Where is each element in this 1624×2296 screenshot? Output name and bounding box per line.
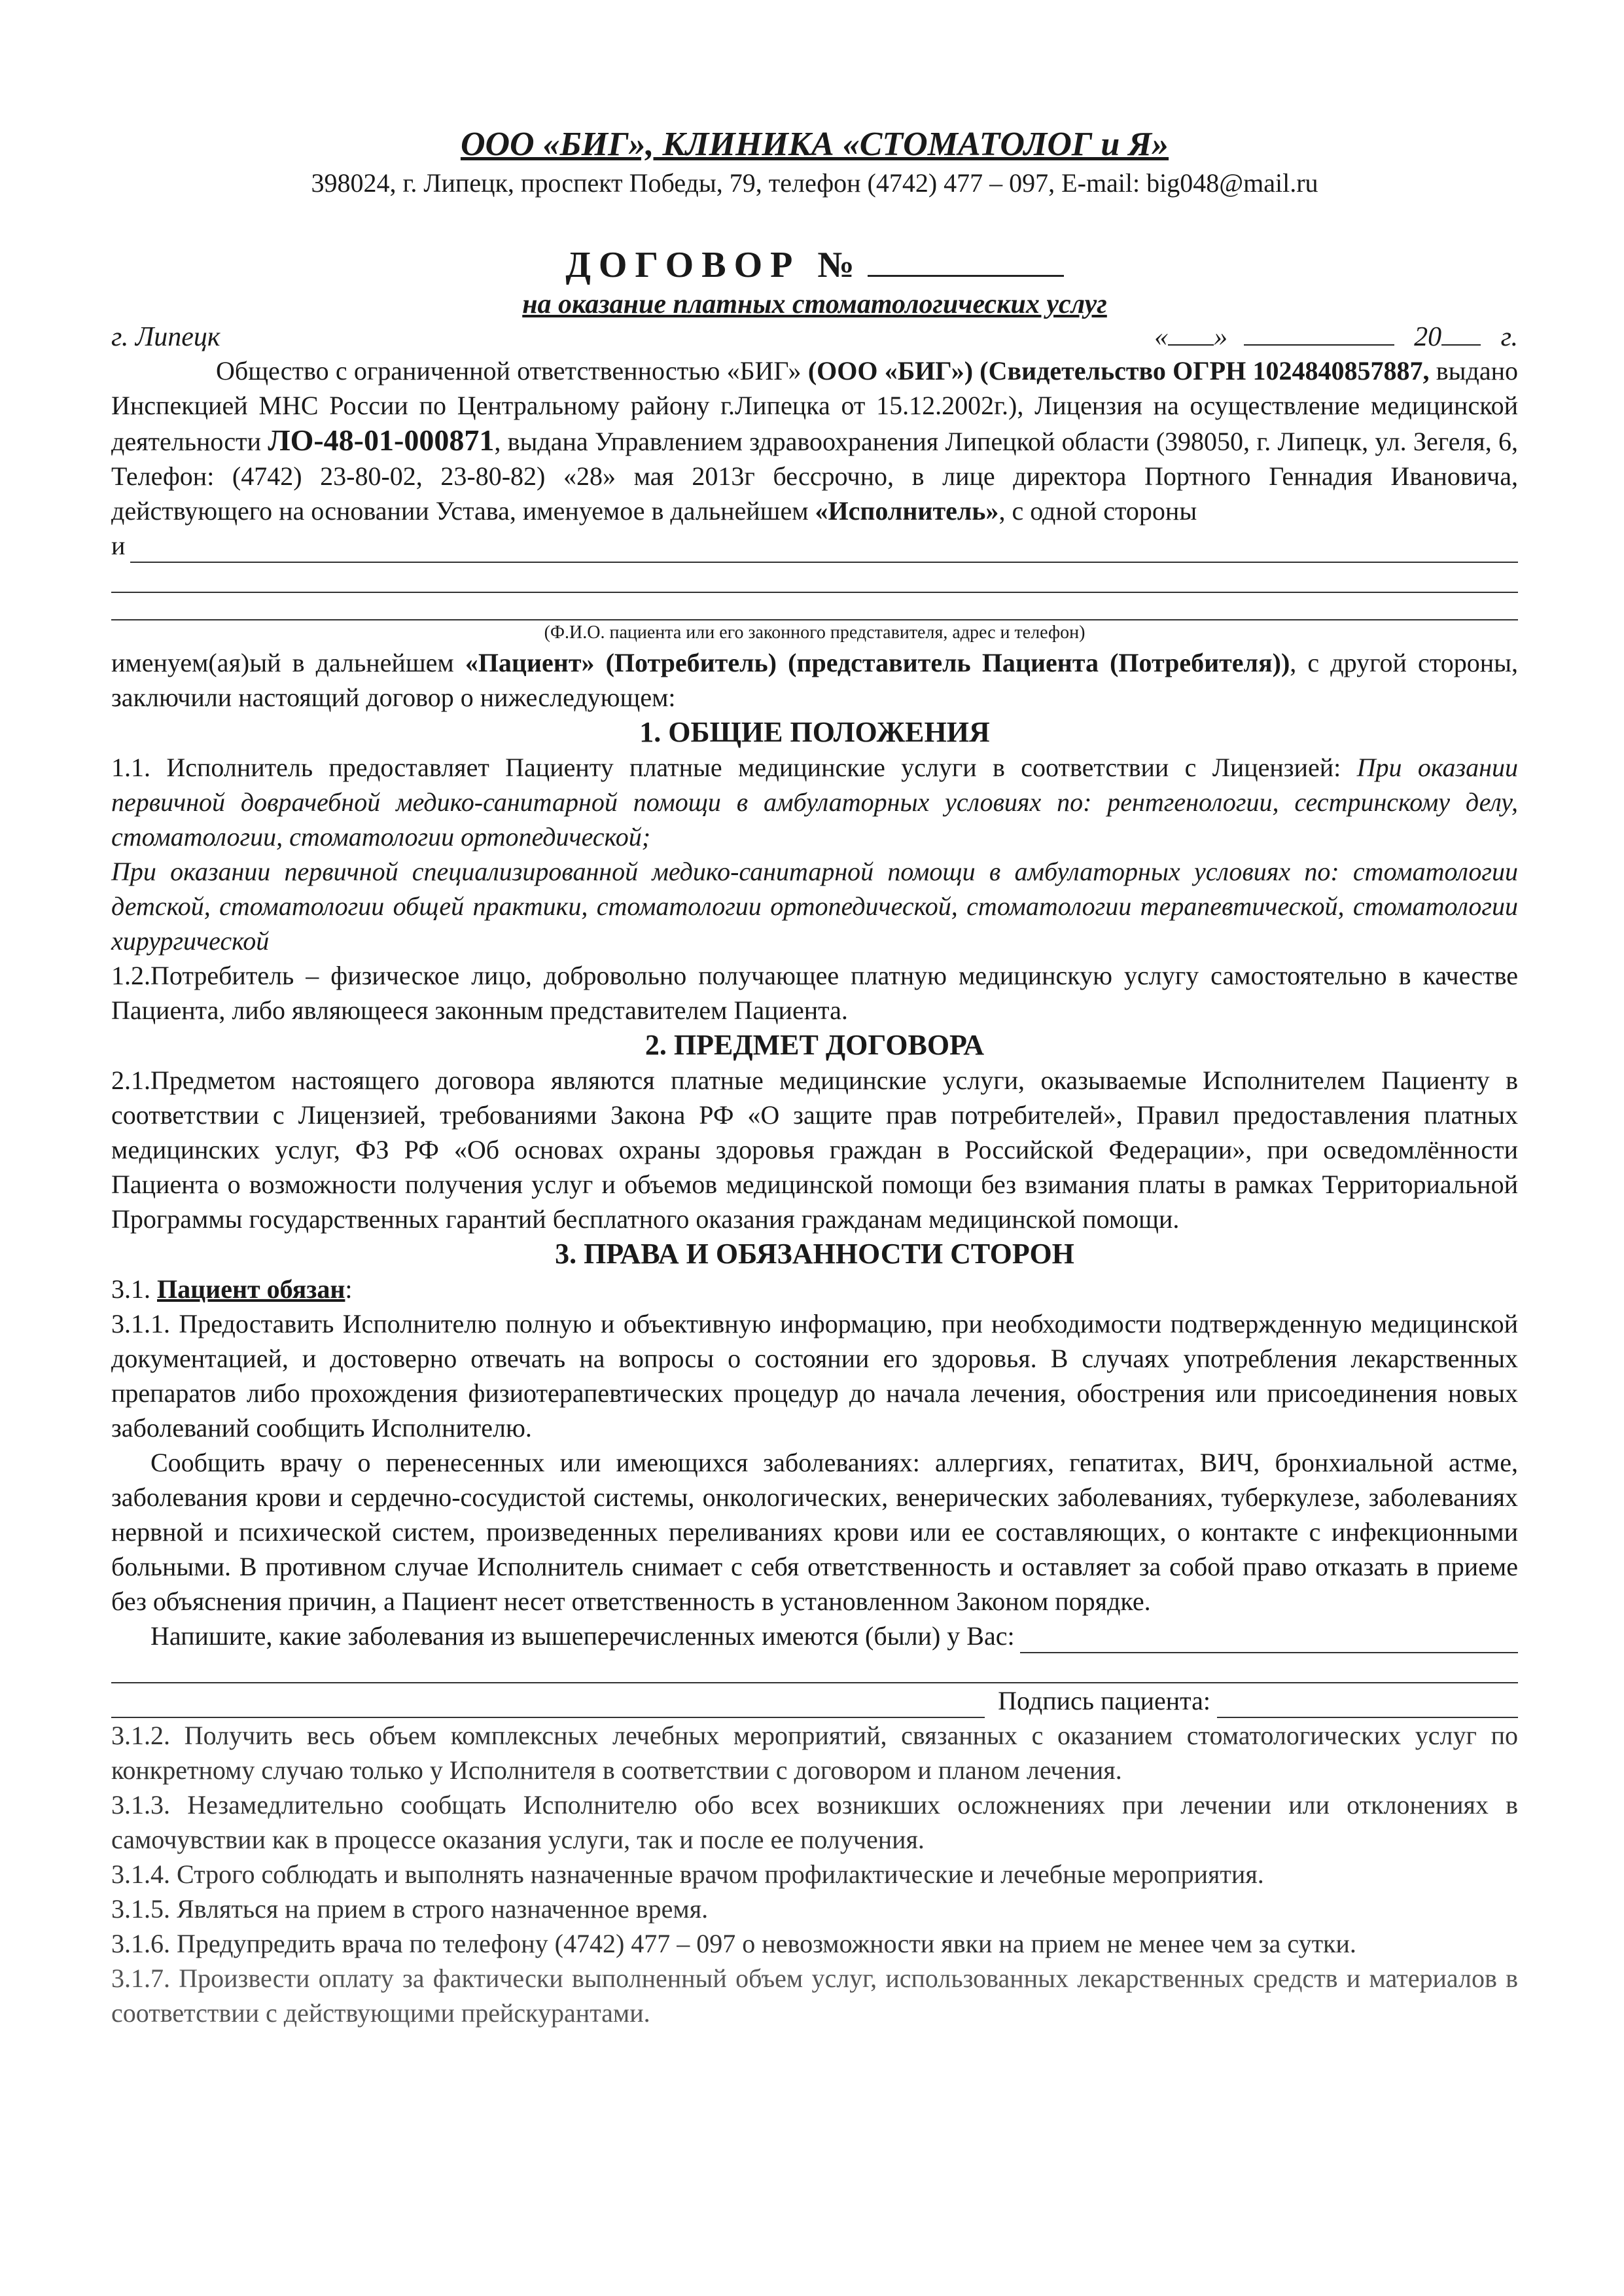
day-blank [1168, 344, 1214, 346]
contract-subtitle: на оказание платных стоматологических услуг [522, 289, 1107, 319]
clause-3-1 [111, 1272, 1518, 1306]
contract-date [1154, 321, 1518, 353]
clause-2-1: 2.1.Предметом настоящего договора являются платные медицинские услуги, оказываемые Исполнителем Пациенту в соответствии с Лицензией, требованиями Закона РФ «О защите прав потребителей», Правил предоставления платных медицинских услуг, ФЗ РФ «Об основах охраны здоровья граждан в Российской Федерации», при осведомлённости Пациента о возможности получения услуг и объемов медицинской помощи без взимания платы в рамках Территориальной Программы государственных гарантий бесплатного оказания гражданам медицинской помощи. [111, 1066, 1518, 1234]
patient-caption: (Ф.И.О. пациента или его законного представителя, адрес и телефон) [111, 619, 1518, 645]
year-prefix: 20 [1414, 322, 1442, 352]
contract-title [111, 241, 1518, 288]
clause-3-1-4: 3.1.4. Строго соблюдать и выполнять назначенные врачом профилактические и лечебные мероприятия. [111, 1859, 1264, 1889]
contract-title-text: ДОГОВОР № [565, 245, 862, 285]
section-3-title: 3. ПРАВА И ОБЯЗАННОСТИ СТОРОН [555, 1238, 1074, 1270]
patient-text-a: именуем(ая)ый в дальнейшем [111, 648, 465, 677]
year-suffix: г. [1500, 322, 1518, 352]
preamble-text-c: выдано Инспекцией МНС России по Центральному району г.Липецка от 15.12.2002г.), Лицензия на осуществление медицинской деятельности [111, 356, 1519, 456]
date-open: « [1154, 322, 1169, 352]
year-blank [1441, 344, 1481, 346]
clause-3-1-5: 3.1.5. Являться на прием в строго назначенное время. [111, 1894, 709, 1924]
month-blank [1244, 344, 1394, 346]
and-label: и [111, 531, 126, 560]
preamble-text-e: , с одной стороны [998, 496, 1197, 526]
clause-1-1-specialized: При оказании первичной специализированной медико-санитарной помощи в амбулаторных условиях по: стоматологии детской, стоматологии общей практики, стоматологии ортопедической, стоматологии терапевтической, стоматологии хирургической [111, 857, 1518, 956]
clause-3-1-3: 3.1.3. Незамедлительно сообщать Исполнителю обо всех возникших осложнениях при лечении или отклонениях в самочувствии как в процессе оказания услуги, так и после ее получения. [111, 1790, 1518, 1854]
clause-3-1-7: 3.1.7. Произвести оплату за фактически выполненный объем услуг, использованных лекарственных средств и материалов в соответствии с действующими прейскурантами. [111, 1964, 1518, 2028]
diseases-answer-field[interactable] [1020, 1626, 1518, 1653]
preamble-text-d: , выдана Управлением здравоохранения Липецкой области (398050, г. Липецк, ул. Зегеля, 6, Телефон: (4742) 23-80-02, 23-80-82) «28» мая 2013г бессрочно, в лице директора Портного Геннадия Ивановича, действующего на основании Устава, именуемое в дальнейшем [111, 427, 1519, 526]
clause-1-2: 1.2.Потребитель – физическое лицо, добровольно получающее платную медицинскую услугу самостоятельно в качестве Пациента, либо являющееся законным представителем Пациента. [111, 961, 1518, 1025]
patient-name-field[interactable] [130, 535, 1518, 563]
clause-3-1-2: 3.1.2. Получить весь объем комплексных лечебных мероприятий, связанных с оказанием стоматологических услуг по конкретному случаю только у Исполнителя в соответствии с договором и планом лечения. [111, 1721, 1518, 1785]
signature-label: Подпись пациента: [998, 1686, 1210, 1715]
signature-field[interactable] [1217, 1688, 1518, 1718]
diseases-question[interactable] [111, 1619, 1518, 1653]
patient-signature-row [111, 1683, 1518, 1718]
patient-name-line-1[interactable] [111, 528, 1518, 563]
preamble-ogrn: (ООО «БИГ») (Свидетельство ОГРН 1024840857887, [807, 356, 1430, 386]
executor-label: «Исполнитель» [815, 496, 999, 526]
section-2-title: 2. ПРЕДМЕТ ДОГОВОРА [644, 1029, 985, 1061]
clause-3-1-num: 3.1. [111, 1274, 157, 1304]
org-address: 398024, г. Липецк, проспект Победы, 79, телефон (4742) 477 – 097, E-mail: big048@mail.ru [311, 168, 1318, 198]
section-1-title: 1. ОБЩИЕ ПОЛОЖЕНИЯ [639, 716, 990, 748]
license-number: ЛО-48-01-000871 [268, 423, 495, 457]
preamble-paragraph [111, 353, 1518, 528]
clause-3-1-1: 3.1.1. Предоставить Исполнителю полную и объективную информацию, при необходимости подтвержденную медицинской документацией, и достоверно отвечать на вопросы о состоянии его здоровья. В случаях употребления лекарственных препаратов либо прохождения физиотерапевтических процедур до начала лечения, обострения или присоединения новых заболеваний сообщить Исполнителю. [111, 1309, 1518, 1443]
diseases-answer-line-2[interactable] [111, 1653, 1518, 1683]
contract-page [111, 124, 1518, 2030]
clause-1-1-text: 1.1. Исполнитель предоставляет Пациенту платные медицинские услуги в соответствии с Лицензией: [111, 753, 1357, 782]
preamble-text-a: Общество с ограниченной ответственностью «БИГ» [216, 356, 808, 386]
diseases-answer-line-3[interactable] [111, 1688, 985, 1718]
patient-paragraph [111, 645, 1518, 715]
patient-name-line-2[interactable] [111, 563, 1518, 593]
diseases-question-text: Напишите, какие заболевания из вышеперечисленных имеются (были) у Вас: [150, 1621, 1015, 1651]
spacer [111, 593, 1518, 619]
patient-text-c: , с другой стороны, заключили настоящий договор о нижеследующем: [111, 648, 1518, 712]
contract-number-blank [868, 241, 1064, 277]
org-title: ООО «БИГ», КЛИНИКА «СТОМАТОЛОГ и Я» [460, 126, 1169, 163]
patient-label: «Пациент» (Потребитель) (представитель Пациента (Потребителя)) [465, 648, 1290, 677]
clause-3-1-6: 3.1.6. Предупредить врача по телефону (4742) 477 – 097 о невозможности явки на прием не менее чем за сутки. [111, 1929, 1356, 1958]
clause-1-1 [111, 750, 1518, 854]
date-close: » [1214, 322, 1228, 352]
patient-obliged-label: Пациент обязан [157, 1274, 345, 1304]
city: г. Липецк [111, 322, 221, 352]
city-date-line [111, 321, 1518, 353]
clause-3-1-colon: : [345, 1274, 353, 1304]
clause-1-1-primary: При оказании первичной доврачебной медико-санитарной помощи в амбулаторных условиях по: рентгенологии, сестринскому делу, стоматологии, стоматологии ортопедической; [111, 753, 1518, 852]
clause-3-1-1-diseases: Сообщить врачу о перенесенных или имеющихся заболеваниях: аллергиях, гепатитах, ВИЧ, бронхиальной астме, заболевания крови и сердечно-сосудистой системы, онкологических, венерических заболеваниях, туберкулезе, заболеваниях нервной и психической систем, произведенных переливаниях крови или ее составляющих, о контакте с инфекционными больными. В противном случае Исполнитель снимает с себя ответственность и оставляет за собой право отказать в приеме без объяснения причин, а Пациент несет ответственность в установленном Законом порядке. [111, 1448, 1518, 1616]
